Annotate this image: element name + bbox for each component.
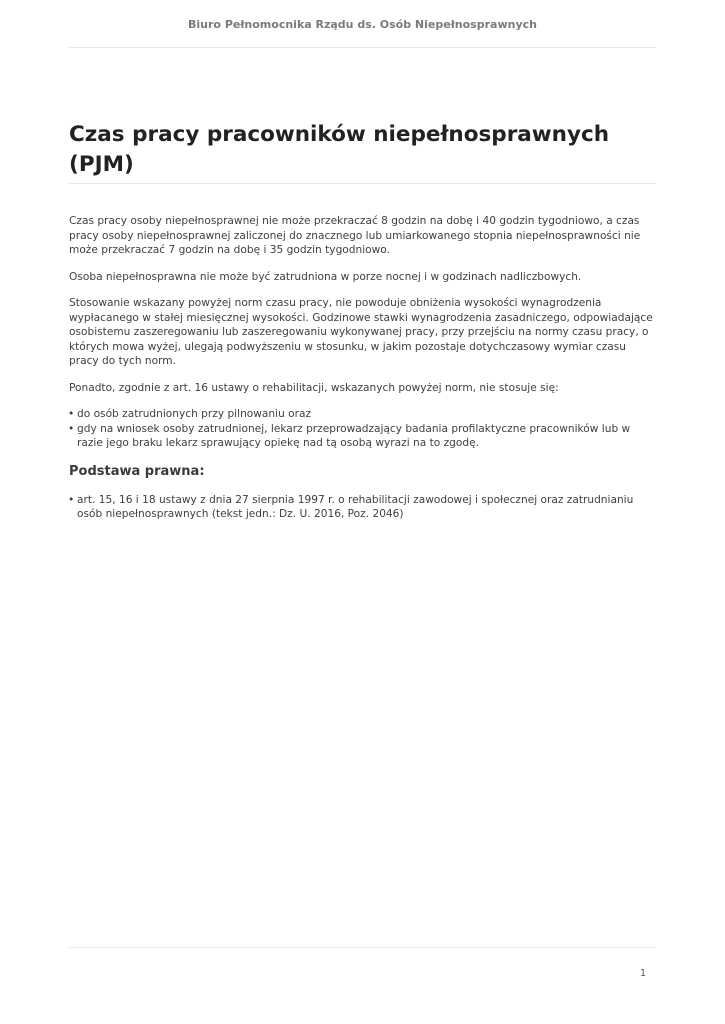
paragraph-night-overtime: Osoba niepełnosprawna nie może być zatrudniona w porze nocnej i w godzinach nadliczbowych. (69, 270, 582, 283)
page-number: 1 (639, 968, 646, 979)
title-divider (69, 183, 656, 184)
legal-basis-heading: Podstawa prawna: (69, 463, 205, 479)
footer-divider (69, 947, 656, 948)
exceptions-list (69, 407, 658, 451)
legal-basis-list (69, 493, 658, 522)
header-title: Biuro Pełnomocnika Rządu ds. Osób Niepełnosprawnych (188, 18, 537, 31)
paragraph-exceptions-intro: Ponadto, zgodnie z art. 16 ustawy o rehabilitacji, wskazanych powyżej norm, nie stosuje się: (69, 381, 559, 394)
document-body (69, 214, 658, 534)
paragraph-working-hours: Czas pracy osoby niepełnosprawnej nie może przekraczać 8 godzin na dobę i 40 godzin tygodniowo, a czas pracy osoby niepełnosprawnej zaliczonej do znacznego lub umiarkowanego stopnia niepełnosprawności nie może przekraczać 7 godzin na dobę i 35 godzin tygodniowo. (69, 215, 641, 256)
paragraph-remuneration: Stosowanie wskazany powyżej norm czasu pracy, nie powoduje obniżenia wysokości wynagrodzenia wypłacanego w stałej miesięcznej wysokości. Godzinowe stawki wynagrodzenia zasadniczego, odpowiadające osobistemu zaszeregowaniu lub zaszeregowaniu wykonywanej pracy, przy przejściu na normy czasu pracy, o których mowa wyżej, ulegają podwyższeniu w stosunku, w jakim pozostaje dotychczasowy wymiar czasu pracy do tych norm. (69, 297, 653, 367)
list-item: • art. 15, 16 i 18 ustawy z dnia 27 sierpnia 1997 r. o rehabilitacji zawodowej i społecznej oraz zatrudnianiu osób niepełnosprawnych (tekst jedn.: Dz. U. 2016, Poz. 2046) (77, 493, 658, 522)
list-item: • do osób zatrudnionych przy pilnowaniu oraz (77, 407, 658, 422)
list-item: • gdy na wniosek osoby zatrudnionej, lekarz przeprowadzający badania profilaktyczne pracowników lub w razie jego braku lekarz sprawujący opiekę nad tą osobą wyrazi na to zgodę. (77, 422, 658, 451)
page-header (69, 0, 656, 48)
page-title: Czas pracy pracowników niepełnosprawnych (PJM) (69, 122, 610, 177)
